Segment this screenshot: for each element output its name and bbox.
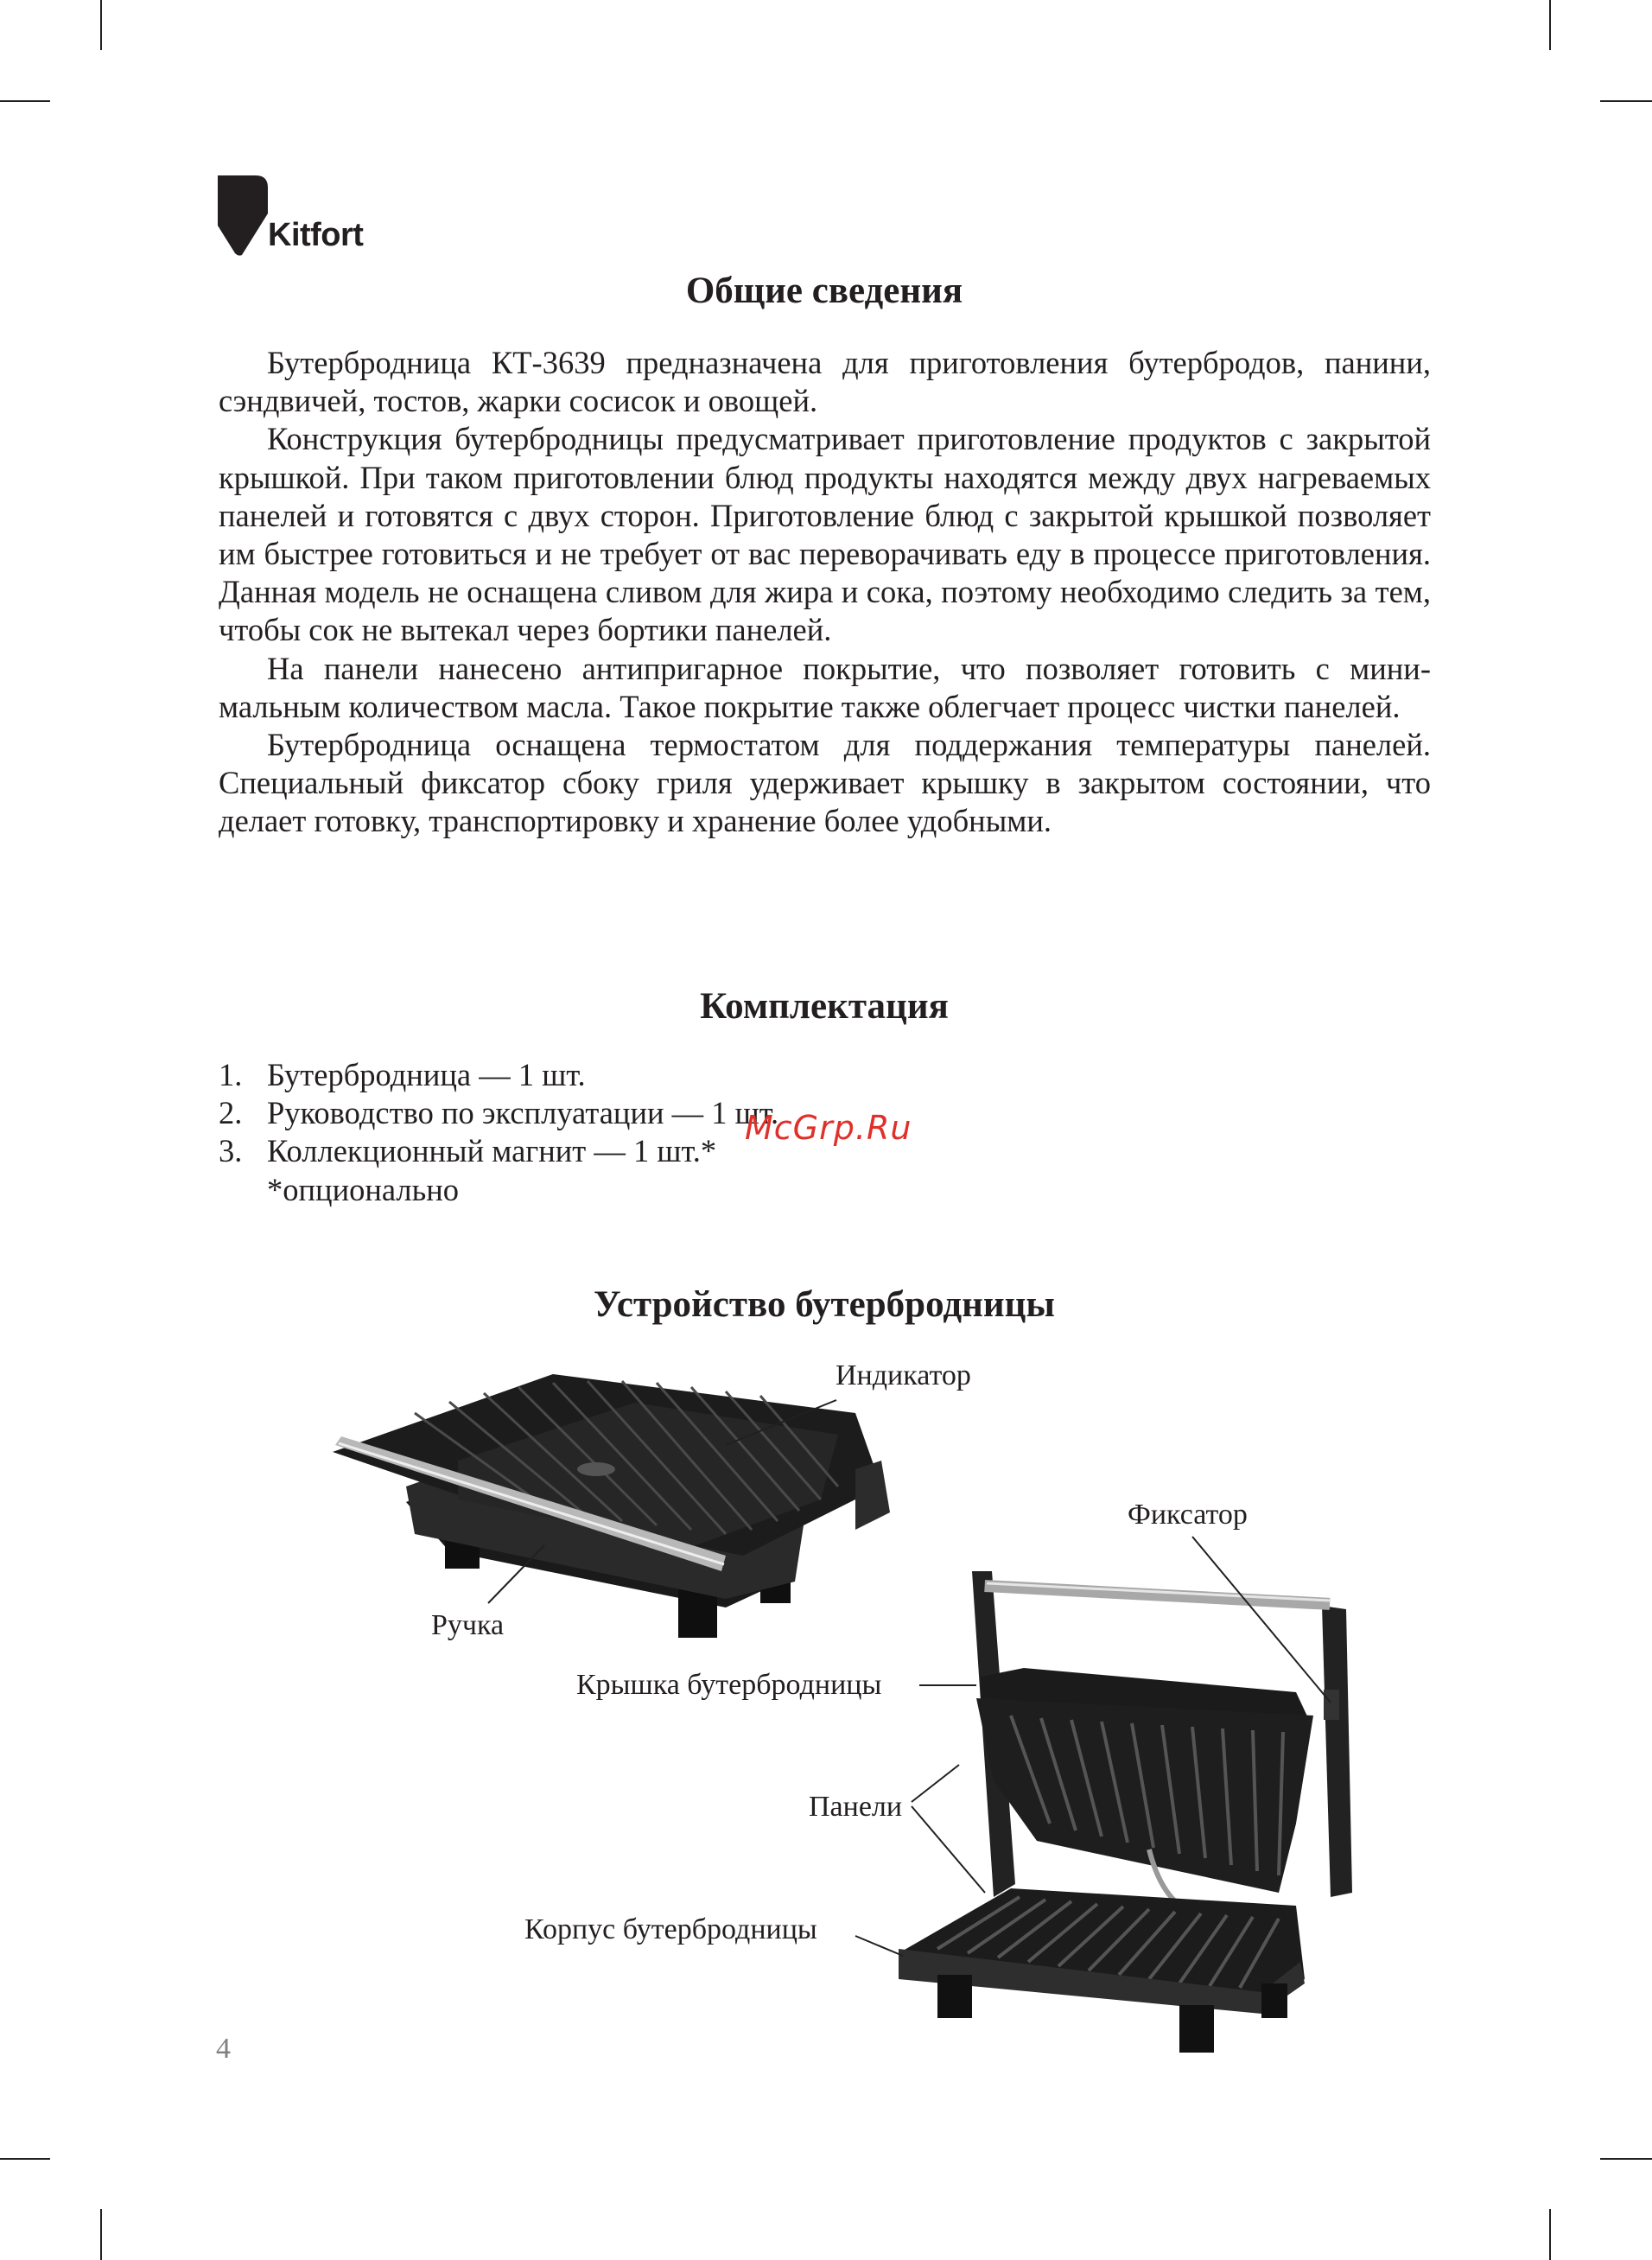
watermark: McGrp.Ru xyxy=(745,1109,912,1147)
list-item-number: 2. xyxy=(219,1095,243,1131)
list-item-number: 3. xyxy=(219,1133,243,1169)
section-title-package: Комплектация xyxy=(700,986,949,1027)
paragraph: На панели нанесено антипригарное покрытие, что позволяет готовить с минимальным количеством масла. Такое покрытие также облегчает процесс чистки панелей. xyxy=(219,650,1431,724)
page-number: 4 xyxy=(216,2033,231,2065)
list-item-text: Руководство по эксплуатации — 1 шт. xyxy=(267,1095,779,1131)
paragraph: Конструкция бутербродницы предусматривает приготовление продуктов с закрытой крышкой. При таком приготовлении блюд продукты находятся между двух нагреваемых панелей и готовятся с двух сторон. Приготовление блюд с закрытой крышкой позволяет им быстрее готовиться и не требует от вас переворачивать еду в процессе приготовления. Данная модель не оснащена сливом для жира и сока, поэтому необходимо следить за тем, чтобы сок не вытекал через бортики панелей. xyxy=(219,421,1431,648)
list-item-text: Бутербродница — 1 шт. xyxy=(267,1057,586,1092)
label-lid: Крышка бутербродницы xyxy=(576,1669,882,1701)
label-handle: Ручка xyxy=(431,1609,505,1641)
list-item-number: 1. xyxy=(219,1057,243,1092)
closed-grill-image xyxy=(333,1374,890,1638)
section-title-general: Общие сведения xyxy=(685,271,963,311)
label-body: Корпус бутербродницы xyxy=(524,1913,817,1945)
paragraph: Бутербродница КТ-3639 предназначена для приготовления бутербродов, панини, сэндвичей, тостов, жарки сосисок и овощей. xyxy=(219,345,1431,419)
logo-text: Kitfort xyxy=(268,217,364,253)
list-item-text: Коллекционный магнит — 1 шт.* xyxy=(267,1133,717,1169)
paragraph: Бутербродница оснащена термостатом для поддержания температуры панелей. Специальный фиксатор сбоку гриля удерживает крышку в закрытом состоянии, что делает готовку, транспортировку и хранение более удобными. xyxy=(219,727,1431,839)
label-latch: Фиксатор xyxy=(1128,1499,1248,1531)
open-grill-image xyxy=(899,1571,1352,2053)
section-title-device: Устройство бутербродницы xyxy=(593,1284,1056,1325)
footnote: *опционально xyxy=(267,1171,460,1207)
label-panels: Панели xyxy=(809,1791,903,1823)
label-indicator: Индикатор xyxy=(836,1359,971,1391)
